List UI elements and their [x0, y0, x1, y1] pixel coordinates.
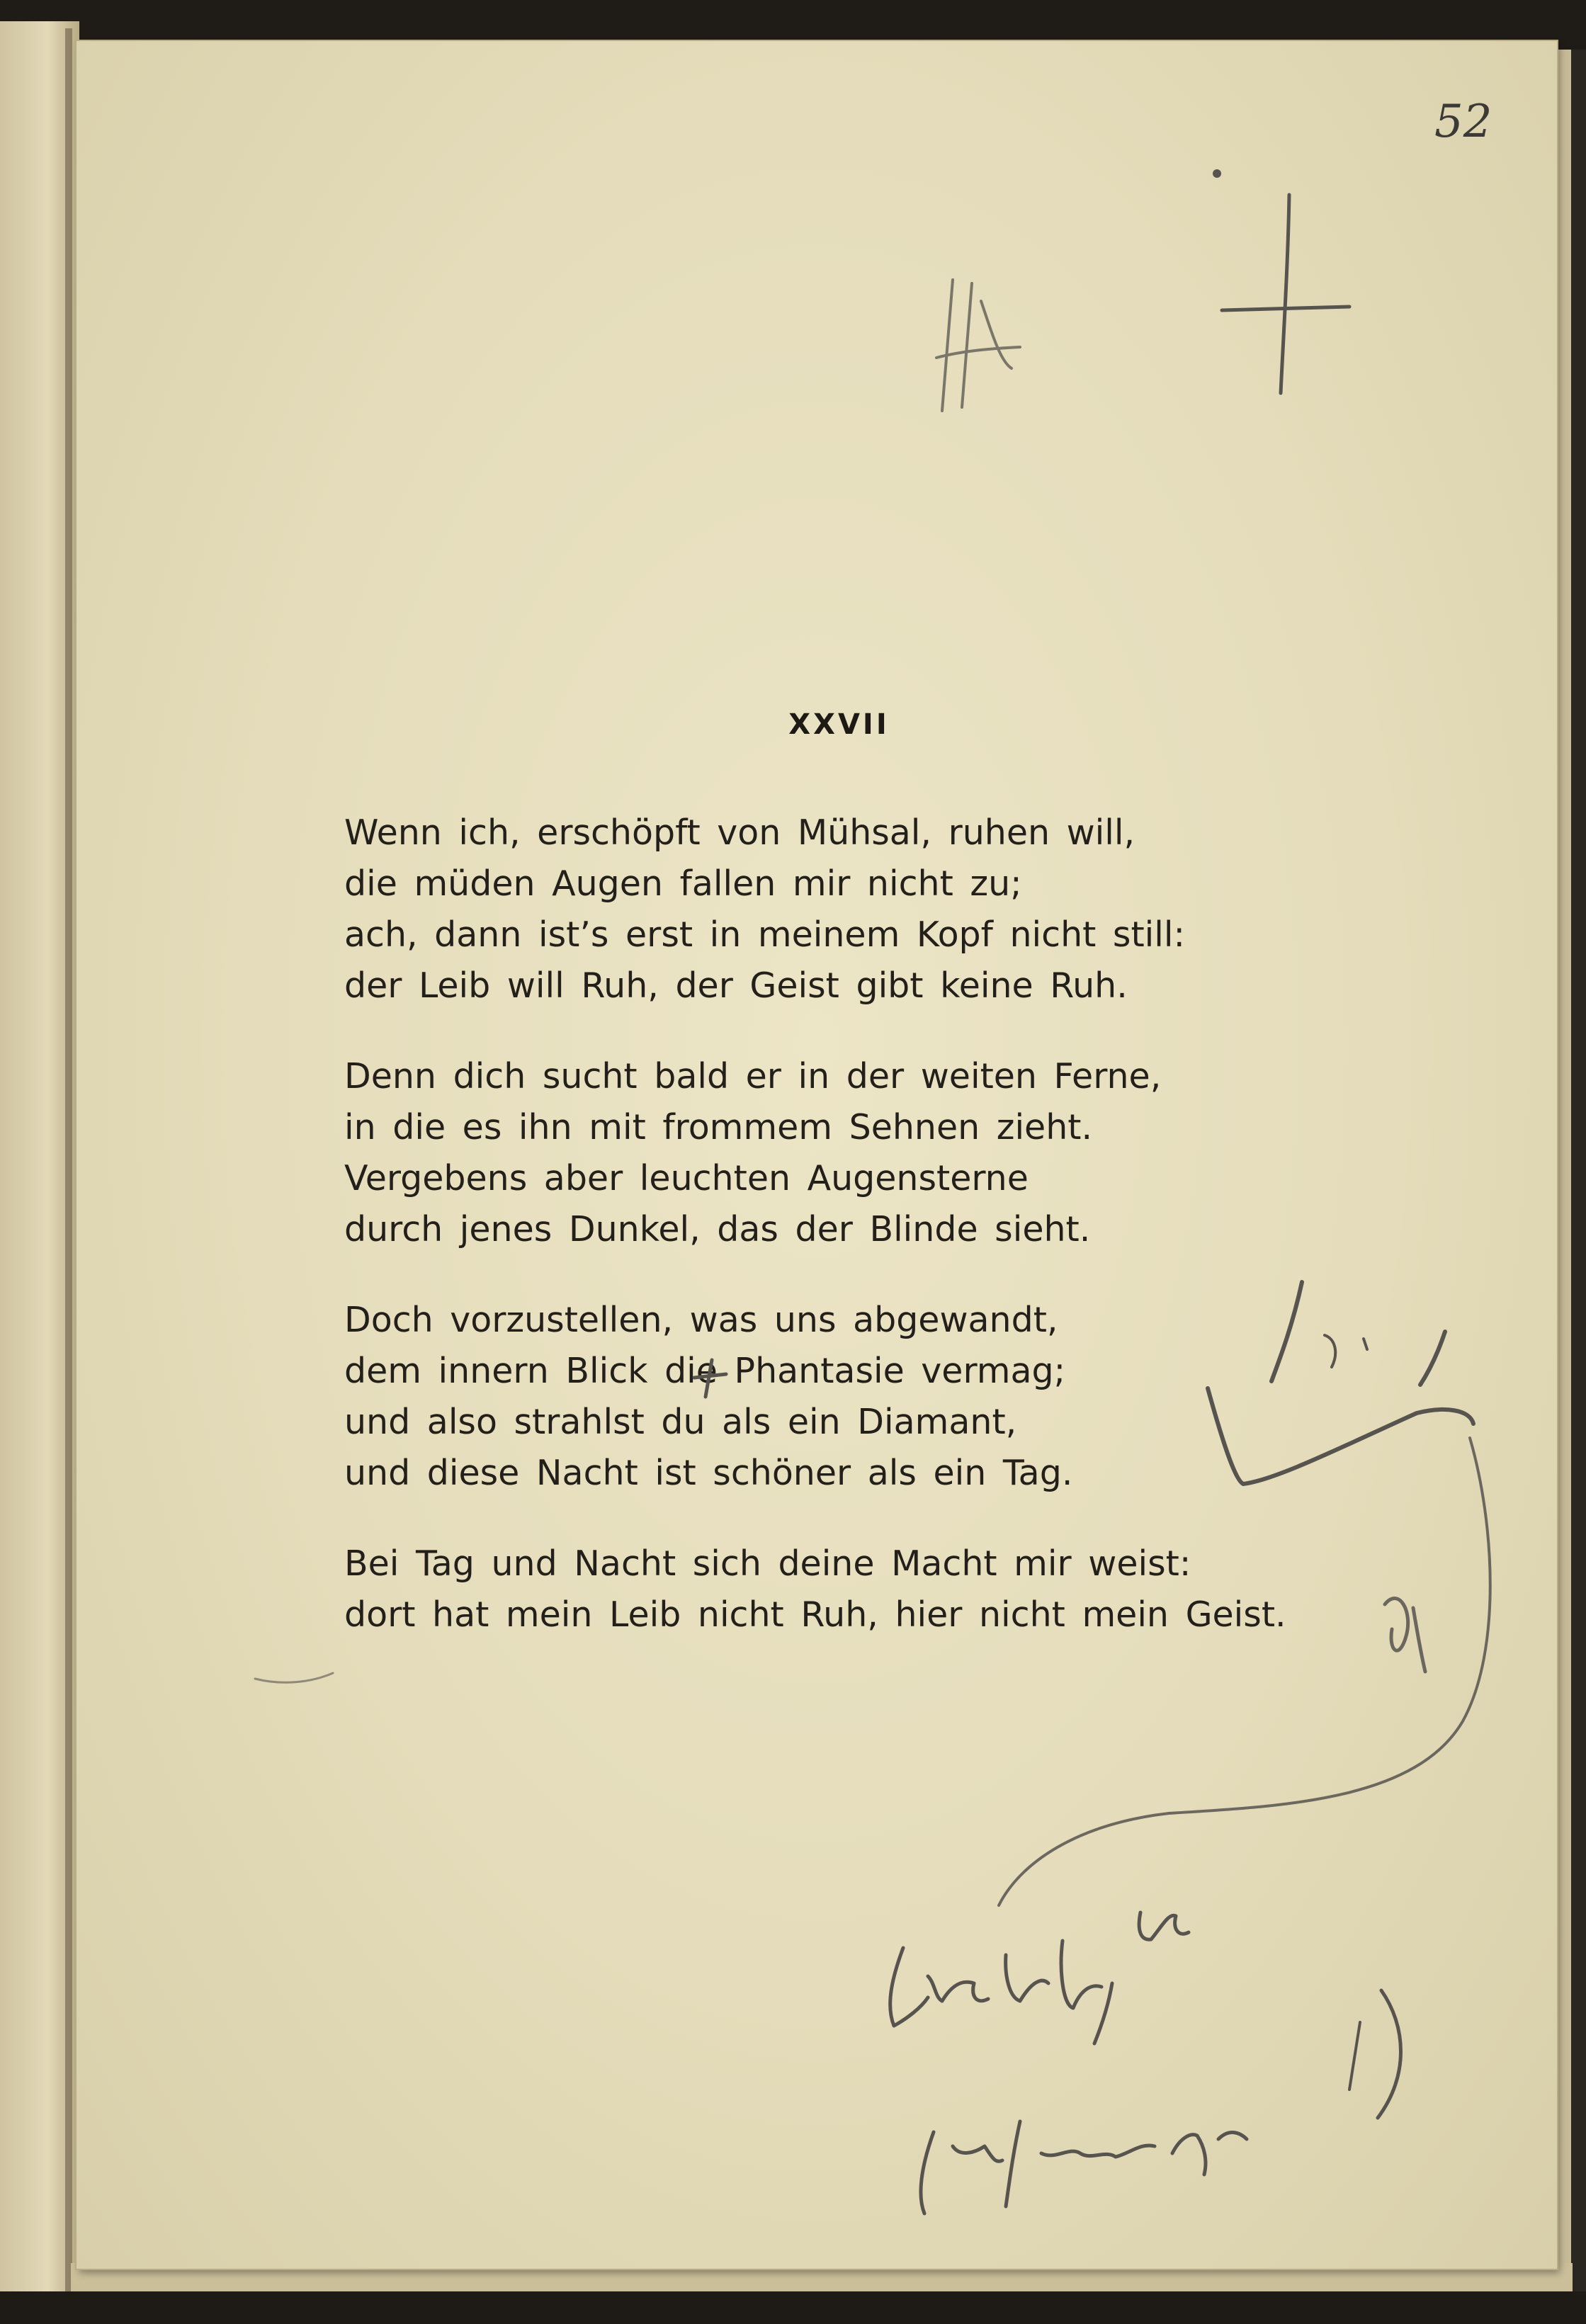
verse-line: in die es ihn mit frommem Sehnen zieht.: [344, 1107, 1093, 1147]
verse-line: Bei Tag und Nacht sich deine Macht mir weist:: [344, 1543, 1191, 1584]
verse-line: die müden Augen fallen mir nicht zu;: [344, 863, 1022, 904]
verse-line: ach, dann ist’s erst in meinem Kopf nicht still:: [344, 914, 1186, 955]
verse-line: Vergebens aber leuchten Augensterne: [344, 1158, 1029, 1198]
stanza-2: [344, 1051, 1336, 1255]
binding-gutter: [65, 28, 72, 2309]
stanza-1: [344, 807, 1336, 1011]
verse-line: und also strahlst du als ein Diamant,: [344, 1402, 1017, 1442]
verse-line: der Leib will Ruh, der Geist gibt keine Ruh.: [344, 965, 1128, 1006]
verse-line: durch jenes Dunkel, das der Blinde sieht.: [344, 1209, 1091, 1249]
verse-line: Denn dich sucht bald er in der weiten Ferne,: [344, 1056, 1162, 1096]
stanza-4: [344, 1538, 1336, 1640]
verse-line: Wenn ich, erschöpft von Mühsal, ruhen will,: [344, 812, 1135, 853]
verse-line: Doch vorzustellen, was uns abgewandt,: [344, 1300, 1058, 1340]
stanza-3: [344, 1295, 1336, 1499]
background-bottom: [0, 2291, 1586, 2324]
poem-title: XXVII: [788, 708, 890, 741]
verse-line: dem innern Blick die Phantasie vermag;: [344, 1351, 1066, 1391]
verse-line: dort hat mein Leib nicht Ruh, hier nicht mein Geist.: [344, 1594, 1286, 1635]
handwritten-page-number: 52: [1434, 96, 1492, 148]
poem-body: [344, 807, 1336, 1680]
verse-line: und diese Nacht ist schöner als ein Tag.: [344, 1453, 1073, 1493]
